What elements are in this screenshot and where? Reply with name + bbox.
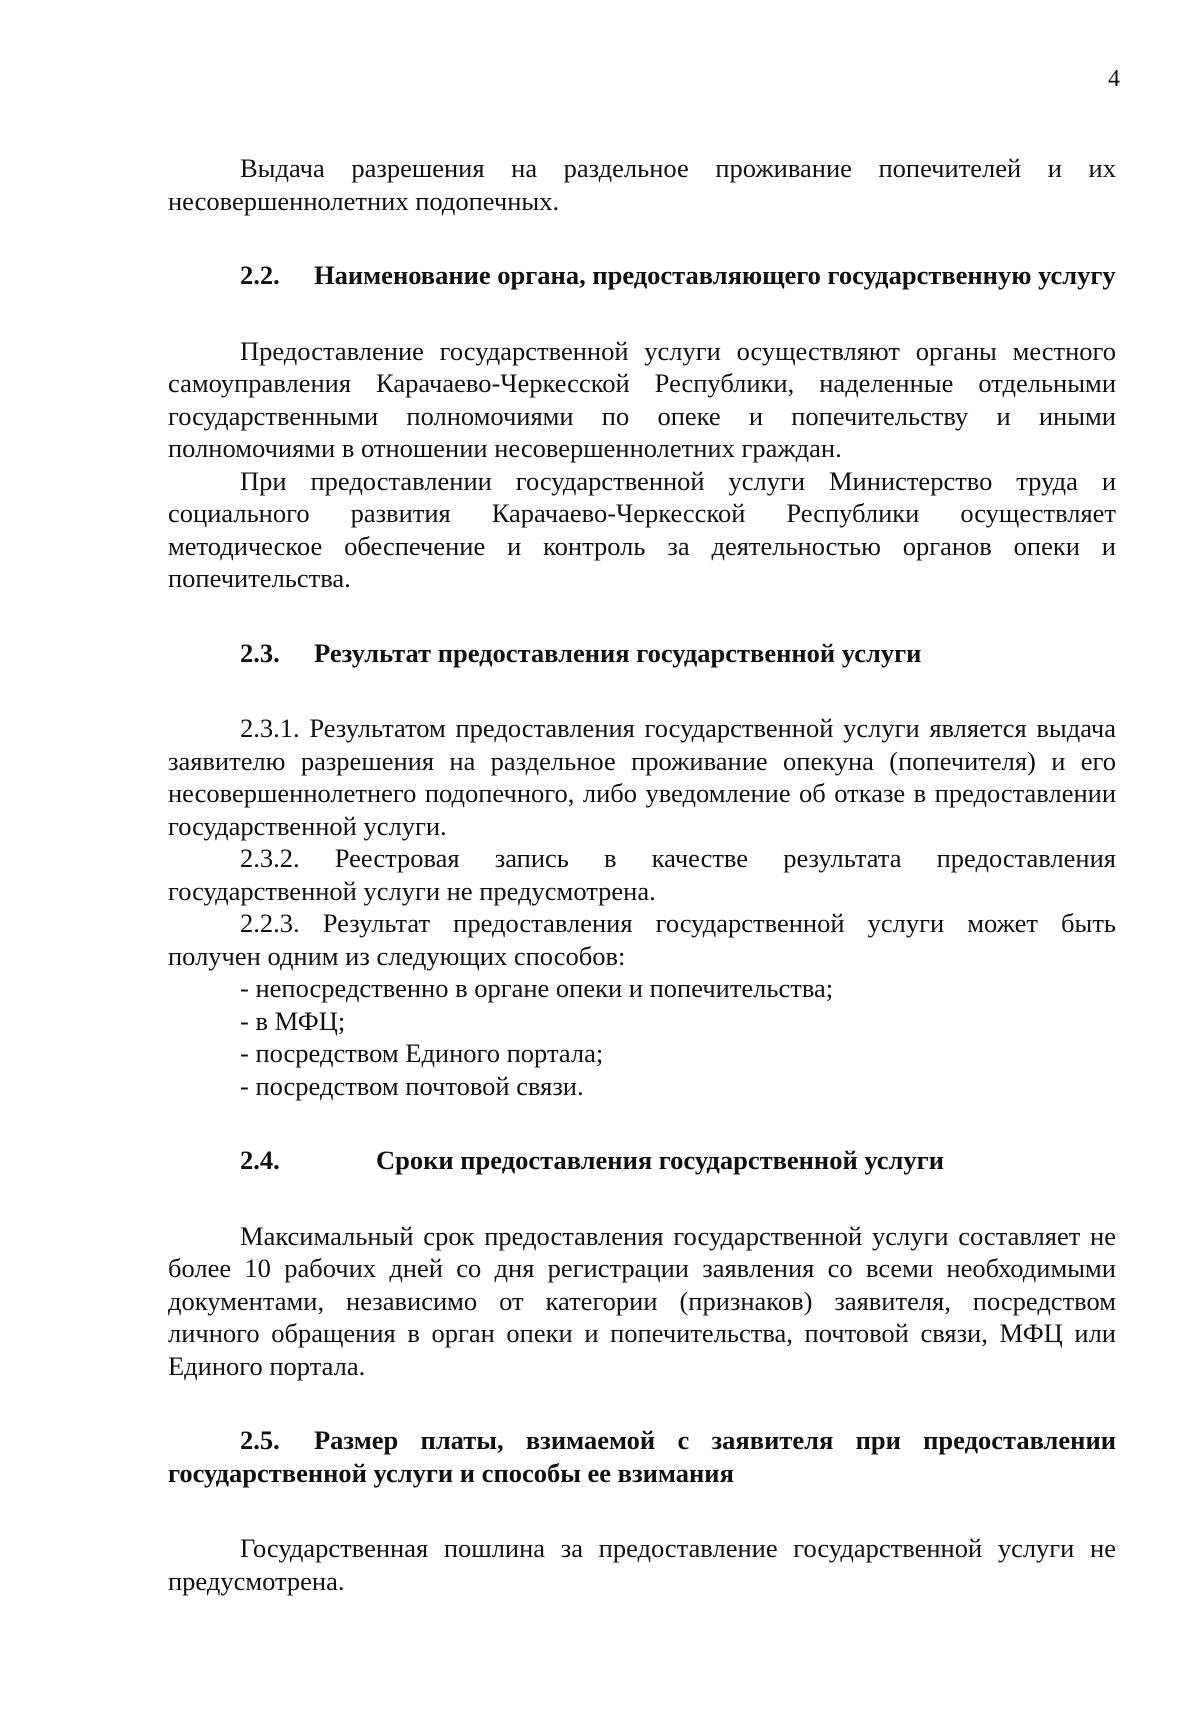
section-number: 2.4. bbox=[240, 1145, 280, 1175]
list-item: - непосредственно в органе опеки и попечительства; bbox=[240, 973, 834, 1003]
section-heading-2-2 bbox=[168, 259, 1116, 292]
paragraph: При предоставлении государственной услуги Министерство труда и социального развития Карачаево-Черкесской Республики осуществляет методическое обеспечение и контроль за деятельностью органов опеки и попечительства. bbox=[168, 465, 1116, 593]
section-title: Наименование органа, предоставляющего государственную услугу bbox=[314, 260, 1116, 290]
section-heading-2-3 bbox=[168, 637, 1116, 670]
section-title: Сроки предоставления государственной услуги bbox=[376, 1145, 944, 1175]
paragraph: Государственная пошлина за предоставление государственной услуги не предусмотрена. bbox=[168, 1533, 1116, 1596]
list-item: - посредством Единого портала; bbox=[240, 1038, 604, 1068]
section-title: Результат предоставления государственной услуги bbox=[314, 637, 922, 668]
list-item: - в МФЦ; bbox=[240, 1005, 346, 1036]
section-title: Размер платы, взимаемой с заявителя при предоставлении государственной услуги и способы ее взимания bbox=[168, 1425, 1116, 1488]
paragraph: 2.3.1. Результатом предоставления государственной услуги является выдача заявителю разрешения на раздельное проживание опекуна (попечителя) и его несовершеннолетнего подопечного, либо уведомление об отказе в предоставлении государственной услуги. bbox=[168, 713, 1116, 841]
paragraph: 2.2.3. Результат предоставления государственной услуги может быть получен одним из следующих способов: bbox=[168, 908, 1116, 971]
intro-paragraph: Выдача разрешения на раздельное проживание попечителей и их несовершеннолетних подопечных. bbox=[168, 153, 1116, 216]
section-heading-2-5 bbox=[168, 1424, 1116, 1489]
paragraph: Предоставление государственной услуги осуществляют органы местного самоуправления Карачаево-Черкесской Республики, наделенные отдельными государственными полномочиями по опеке и попечительству и иными полномочиями в отношении несовершеннолетних граждан. bbox=[168, 335, 1116, 463]
section-number: 2.5. bbox=[240, 1425, 280, 1455]
paragraph: 2.3.2. Реестровая запись в качестве результата предоставления государственной услуги не предусмотрена. bbox=[168, 843, 1116, 906]
list-item: - посредством почтовой связи. bbox=[240, 1070, 584, 1101]
section-heading-2-4 bbox=[168, 1144, 1116, 1177]
section-number: 2.2. bbox=[240, 260, 280, 290]
page-number: 4 bbox=[1108, 66, 1120, 92]
document-body bbox=[168, 152, 1116, 1597]
section-number: 2.3. bbox=[240, 637, 280, 668]
paragraph: Максимальный срок предоставления государственной услуги составляет не более 10 рабочих дней со дня регистрации заявления со всеми необходимыми документами, независимо от категории (признаков) заявителя, посредством личного обращения в орган опеки и попечительства, почтовой связи, МФЦ или Единого портала. bbox=[168, 1220, 1116, 1381]
